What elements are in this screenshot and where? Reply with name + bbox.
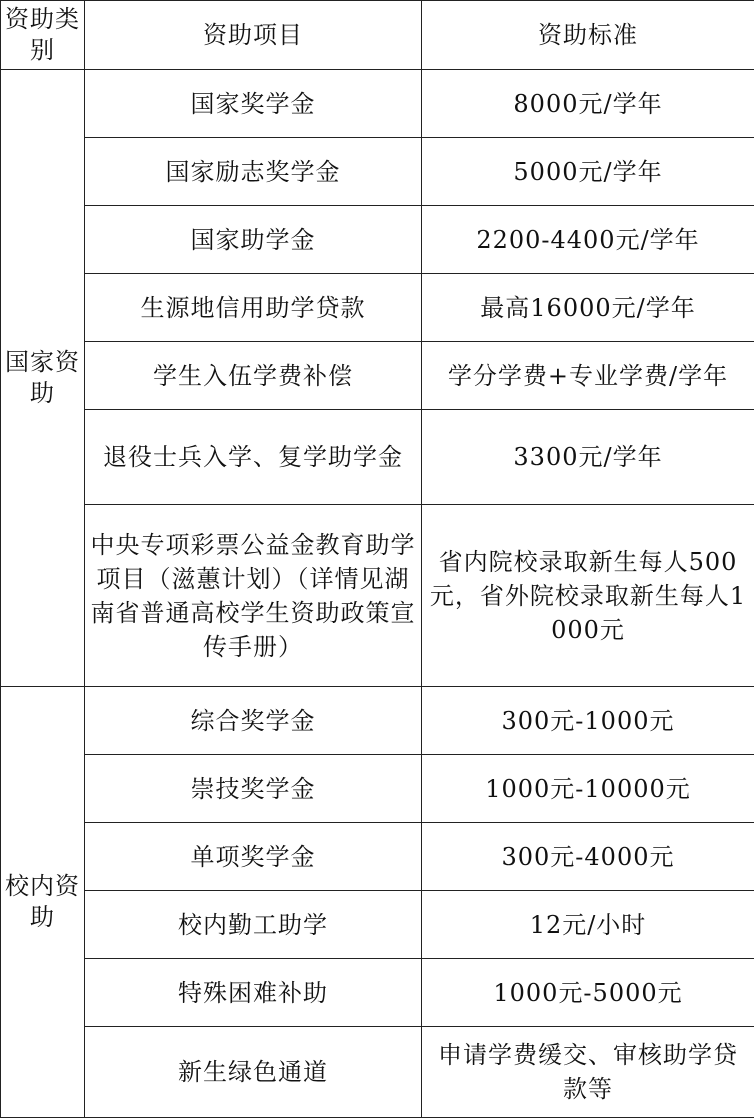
table-row <box>1 823 754 891</box>
item-cell: 综合奖学金 <box>85 687 422 755</box>
header-row <box>1 1 754 70</box>
item-cell: 中央专项彩票公益金教育助学项目（滋蕙计划）（详情见湖南省普通高校学生资助政策宣传手册） <box>85 505 422 687</box>
table-row <box>1 342 754 410</box>
item-cell: 单项奖学金 <box>85 823 422 891</box>
table-row <box>1 274 754 342</box>
table-row <box>1 687 754 755</box>
table-row <box>1 1027 754 1118</box>
standard-cell: 3300元/学年 <box>422 410 754 505</box>
standard-cell: 申请学费缓交、审核助学贷款等 <box>422 1027 754 1118</box>
category-campus: 校内资助 <box>1 687 85 1118</box>
category-national: 国家资助 <box>1 70 85 687</box>
table-row <box>1 755 754 823</box>
header-standard: 资助标准 <box>422 1 754 70</box>
header-item: 资助项目 <box>85 1 422 70</box>
item-cell: 特殊困难补助 <box>85 959 422 1027</box>
item-cell: 国家助学金 <box>85 206 422 274</box>
table-row <box>1 70 754 138</box>
standard-cell: 最高16000元/学年 <box>422 274 754 342</box>
standard-cell: 8000元/学年 <box>422 70 754 138</box>
table-row <box>1 505 754 687</box>
standard-cell: 1000元-10000元 <box>422 755 754 823</box>
standard-cell: 学分学费+专业学费/学年 <box>422 342 754 410</box>
standard-cell: 12元/小时 <box>422 891 754 959</box>
item-cell: 退役士兵入学、复学助学金 <box>85 410 422 505</box>
standard-cell: 5000元/学年 <box>422 138 754 206</box>
standard-cell: 2200-4400元/学年 <box>422 206 754 274</box>
item-cell: 崇技奖学金 <box>85 755 422 823</box>
item-cell: 新生绿色通道 <box>85 1027 422 1118</box>
item-cell: 校内勤工助学 <box>85 891 422 959</box>
standard-cell: 省内院校录取新生每人500元，省外院校录取新生每人1000元 <box>422 505 754 687</box>
table-row <box>1 959 754 1027</box>
standard-cell: 1000元-5000元 <box>422 959 754 1027</box>
standard-cell: 300元-1000元 <box>422 687 754 755</box>
table-row <box>1 891 754 959</box>
item-cell: 生源地信用助学贷款 <box>85 274 422 342</box>
header-category: 资助类别 <box>1 1 85 70</box>
table-row <box>1 138 754 206</box>
item-cell: 学生入伍学费补偿 <box>85 342 422 410</box>
table-row <box>1 206 754 274</box>
item-cell: 国家奖学金 <box>85 70 422 138</box>
item-cell: 国家励志奖学金 <box>85 138 422 206</box>
table-row <box>1 410 754 505</box>
standard-cell: 300元-4000元 <box>422 823 754 891</box>
